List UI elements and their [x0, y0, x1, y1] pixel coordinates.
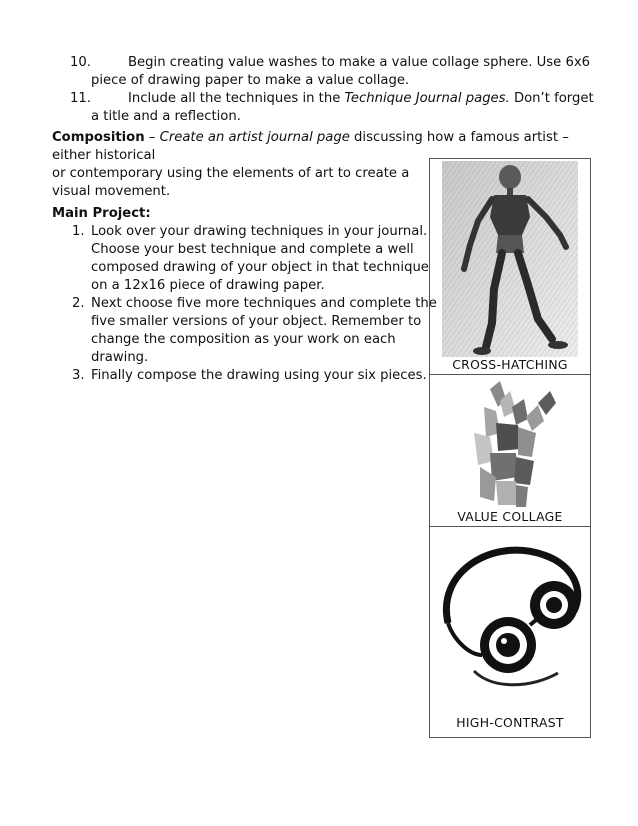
- list-number: 3.: [72, 368, 85, 383]
- list-number: 2.: [72, 296, 85, 311]
- caption-high-contrast: HIGH-CONTRAST: [456, 715, 564, 730]
- gallery-cell-cross-hatching: [430, 159, 590, 375]
- list-item-line: Look over your drawing techniques in your journal.: [91, 224, 428, 239]
- list-item-line: Next choose five more techniques and complete the: [91, 296, 437, 311]
- caption-cross-hatching: CROSS-HATCHING: [452, 357, 568, 372]
- caption-value-collage: VALUE COLLAGE: [457, 509, 563, 524]
- list-item-line: change the composition as your work on each: [91, 332, 396, 347]
- list-number: 1.: [72, 224, 85, 239]
- mannequin-drawing-icon: [442, 161, 578, 357]
- item-text: a title and a reflection.: [91, 109, 241, 124]
- composition-line: either historical: [52, 148, 156, 163]
- composition-dash: –: [144, 130, 160, 145]
- composition-text: discussing how a famous artist –: [349, 130, 569, 145]
- list-item-line: composed drawing of your object in that technique: [91, 260, 429, 275]
- item-text: piece of drawing paper to make a value collage.: [91, 73, 410, 88]
- list-item-line: on a 12x16 piece of drawing paper.: [91, 278, 325, 293]
- item-number: 11.: [70, 91, 91, 106]
- gallery-cell-value-collage: [430, 375, 590, 527]
- list-item-line: drawing.: [91, 350, 149, 365]
- main-project-heading: Main Project:: [52, 206, 151, 221]
- composition-line: visual movement.: [52, 184, 171, 199]
- composition-heading: Composition: [52, 130, 145, 145]
- list-item-line: five smaller versions of your object. Remember to: [91, 314, 422, 329]
- headphones-drawing-icon: [434, 531, 588, 705]
- composition-line: or contemporary using the elements of art to create a: [52, 166, 410, 181]
- list-item-line: Choose your best technique and complete a well: [91, 242, 414, 257]
- hand-collage-icon: [460, 377, 560, 509]
- item-number: 10.: [70, 55, 91, 70]
- item-text: [128, 90, 594, 108]
- technique-gallery: [429, 158, 591, 738]
- list-item-line: Finally compose the drawing using your six pieces.: [91, 368, 427, 383]
- item-text: Begin creating value washes to make a value collage sphere. Use 6x6: [128, 55, 591, 70]
- item-text-part: Don’t forget: [509, 91, 594, 106]
- item-text-part: Include all the techniques in the: [128, 91, 345, 106]
- gallery-cell-high-contrast: [430, 527, 590, 737]
- item-text-italic: Technique Journal pages.: [344, 91, 510, 106]
- composition-line: [52, 129, 569, 147]
- composition-italic: Create an artist journal page: [159, 130, 350, 145]
